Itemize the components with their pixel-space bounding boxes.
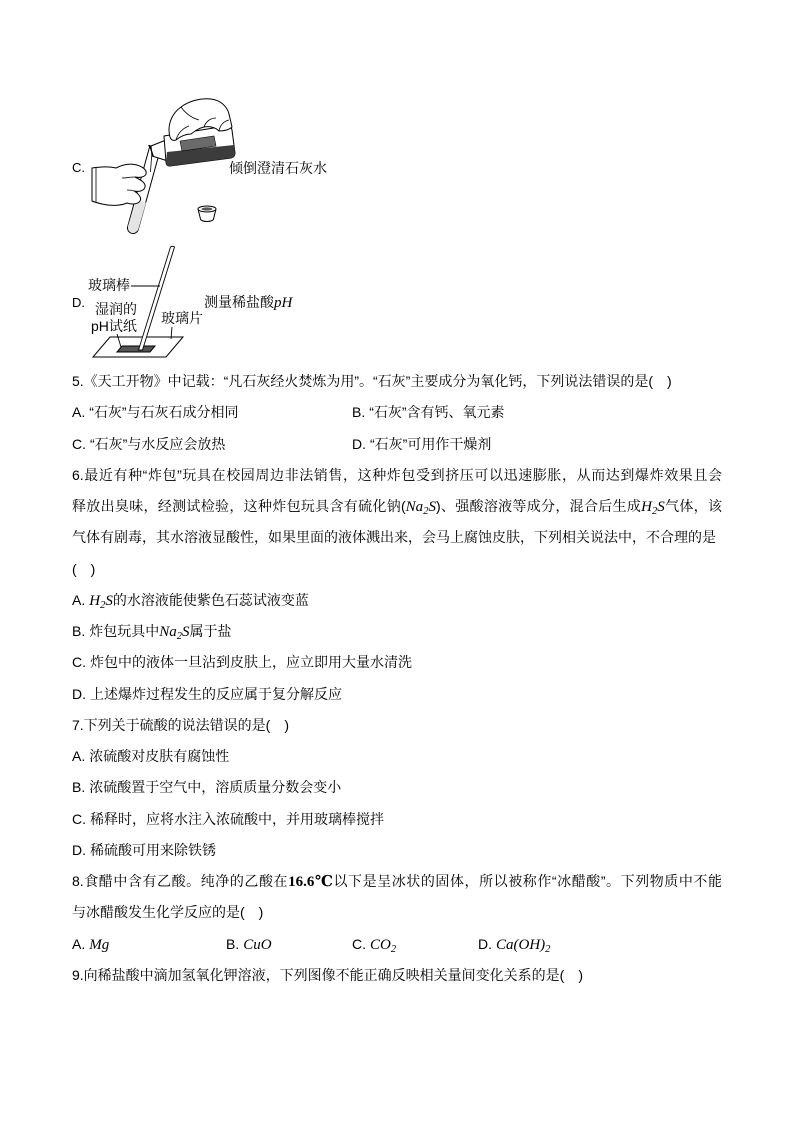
formula-base: Na: [159, 624, 177, 640]
formula-base: CO: [370, 936, 391, 953]
question-8-options-row: [72, 929, 722, 960]
option-text: “石灰”含有钙、氧元素: [369, 404, 505, 421]
option-text: “石灰”可用作干燥剂: [370, 435, 492, 452]
question-5-options-row-2: [72, 429, 722, 460]
option-text: 浓硫酸对皮肤有腐蚀性: [89, 748, 230, 764]
question-8-stem-line-1: [72, 866, 722, 897]
formula-tail: S: [428, 499, 436, 515]
glass-plate-label: 玻璃片: [161, 310, 203, 326]
formula-tail: S: [657, 499, 665, 515]
question-7-option-b: [72, 772, 722, 803]
question-8-option-b: [226, 929, 272, 961]
question-6-stem-line-4: ( ): [72, 560, 96, 577]
glass-rod: [139, 246, 175, 350]
formula-tail: S: [182, 624, 190, 640]
temperature-value: 16.6℃: [288, 874, 334, 890]
option-text: “石灰”与石灰石成分相同: [89, 404, 239, 421]
ph-paper: [117, 346, 155, 352]
figure-d-caption: [204, 292, 292, 313]
question-7-option-c: [72, 804, 722, 835]
option-text: 炸包中的液体一旦沾到皮肤上，应立即用大量水清洗: [90, 654, 412, 671]
caption-ph-symbol: pH: [274, 295, 293, 311]
option-text: 稀硫酸可用来除铁锈: [90, 841, 216, 858]
stem-text: 释放出臭味，经测试检验，这种炸包玩具含有硫化钠(: [72, 498, 406, 514]
option-letter: A.: [72, 935, 86, 952]
option-text: 炸包玩具中: [89, 623, 160, 639]
formula-co2: [370, 937, 396, 953]
ph-paper-label-line-2: pH试纸: [91, 318, 137, 334]
option-letter: D.: [72, 841, 86, 858]
formula-base: Ca(OH): [496, 936, 546, 953]
question-8-option-d: [478, 929, 550, 961]
stem-text: )、强酸溶液等成分，混合后生成: [435, 498, 642, 514]
option-letter: D.: [478, 935, 492, 952]
option-letter: D.: [72, 685, 86, 702]
formula-mg: Mg: [89, 936, 110, 953]
question-9-stem: 9.向稀盐酸中滴加氢氧化钾溶液，下列图像不能正确反映相关量间变化关系的是( ): [72, 966, 583, 983]
option-letter: B.: [352, 404, 366, 421]
formula-na2s: [159, 624, 190, 643]
question-7-stem: 7.下列关于硫酸的说法错误的是( ): [72, 716, 289, 733]
question-5-option-c: [72, 429, 225, 460]
question-6-option-a: [72, 585, 722, 616]
question-8-stem-line-2: 与冰醋酸发生化学反应的是( ): [72, 904, 264, 921]
question-5-option-b: [352, 397, 505, 428]
option-letter: D.: [352, 435, 366, 452]
stem-text: 8.食醋中含有乙酸。纯净的乙酸在: [72, 873, 289, 889]
option-letter: C.: [352, 935, 366, 952]
formula-subscript: 2: [423, 506, 429, 518]
formula-subscript: 2: [390, 943, 397, 955]
question-6-option-c: [72, 647, 722, 678]
question-list: [72, 366, 722, 991]
question-5-option-a: [72, 397, 239, 428]
question-6-stem-line-3: 气体有剧毒，其水溶液显酸性，如果里面的液体溅出来，会马上腐蚀皮肤，下列相关说法中，不合理的是: [72, 529, 716, 546]
ph-paper-label-line-1: 湿润的: [95, 301, 137, 317]
figure-d-letter: D.: [72, 295, 85, 310]
option-letter: C.: [72, 435, 86, 452]
question-7-option-d: [72, 835, 722, 866]
pouring-limewater-illustration: [85, 95, 235, 235]
formula-subscript: 2: [100, 599, 106, 611]
figure-c-letter: C.: [72, 160, 85, 175]
option-letter: B.: [72, 779, 86, 796]
option-text: 的水溶液能使紫色石蕊试液变蓝: [112, 591, 309, 608]
stem-text: 以下是呈冰状的固体，所以被称作“冰醋酸”。下列物质中不能: [333, 873, 722, 889]
question-5-stem: 5.《天工开物》中记载：“凡石灰经火焚炼为用”。“石灰”主要成分为氧化钙，下列说法错误的是( ): [72, 373, 672, 389]
question-6-stem-line-2: [72, 491, 722, 522]
option-letter: C.: [72, 810, 86, 827]
formula-ca-oh-2: [496, 937, 550, 953]
option-text: 稀释时，应将水注入浓硫酸中，并用玻璃棒搅拌: [90, 810, 384, 827]
option-text: 属于盐: [189, 623, 232, 639]
question-6-option-d: [72, 679, 722, 710]
question-7-option-a: [72, 741, 722, 772]
formula-base: H: [89, 592, 101, 609]
formula-subscript: 2: [545, 943, 551, 955]
formula-cuo: CuO: [243, 936, 272, 953]
option-letter: A.: [72, 591, 86, 608]
question-6-stem-line-1: 6.最近有种“炸包”玩具在校园周边非法销售，这种炸包受到挤压可以迅速膨胀，从而达到爆炸效果且会: [72, 466, 722, 483]
caption-text: 测量稀盐酸: [204, 294, 274, 310]
glass-rod-label: 玻璃棒: [88, 277, 130, 293]
option-letter: B.: [226, 935, 240, 952]
question-6-option-b: [72, 616, 722, 647]
option-letter: B.: [72, 623, 86, 639]
stem-text: 气体，该: [664, 498, 722, 514]
figure-c-caption: 倾倒澄清石灰水: [229, 160, 327, 176]
formula-base: Na: [405, 499, 424, 515]
formula-h2s: [89, 593, 113, 609]
question-5-option-d: [352, 429, 491, 460]
formula-h2s: [641, 499, 665, 518]
formula-subscript: 2: [652, 506, 658, 518]
formula-subscript: 2: [176, 631, 182, 643]
option-text: 上述爆炸过程发生的反应属于复分解反应: [90, 685, 342, 702]
option-letter: C.: [72, 654, 86, 671]
question-8-option-a: [72, 929, 109, 961]
option-text: “石灰”与水反应会放热: [90, 435, 226, 452]
bottle-stopper: [198, 206, 216, 221]
option-letter: A.: [72, 748, 86, 764]
question-5-options-row-1: [72, 397, 722, 428]
formula-na2s: [405, 499, 436, 518]
option-letter: A.: [72, 404, 86, 421]
formula-base: H: [641, 499, 653, 515]
left-hand: [92, 164, 146, 205]
option-text: 浓硫酸置于空气中，溶质质量分数会变小: [89, 779, 342, 796]
question-8-option-c: [352, 929, 396, 961]
formula-tail: S: [105, 592, 113, 609]
